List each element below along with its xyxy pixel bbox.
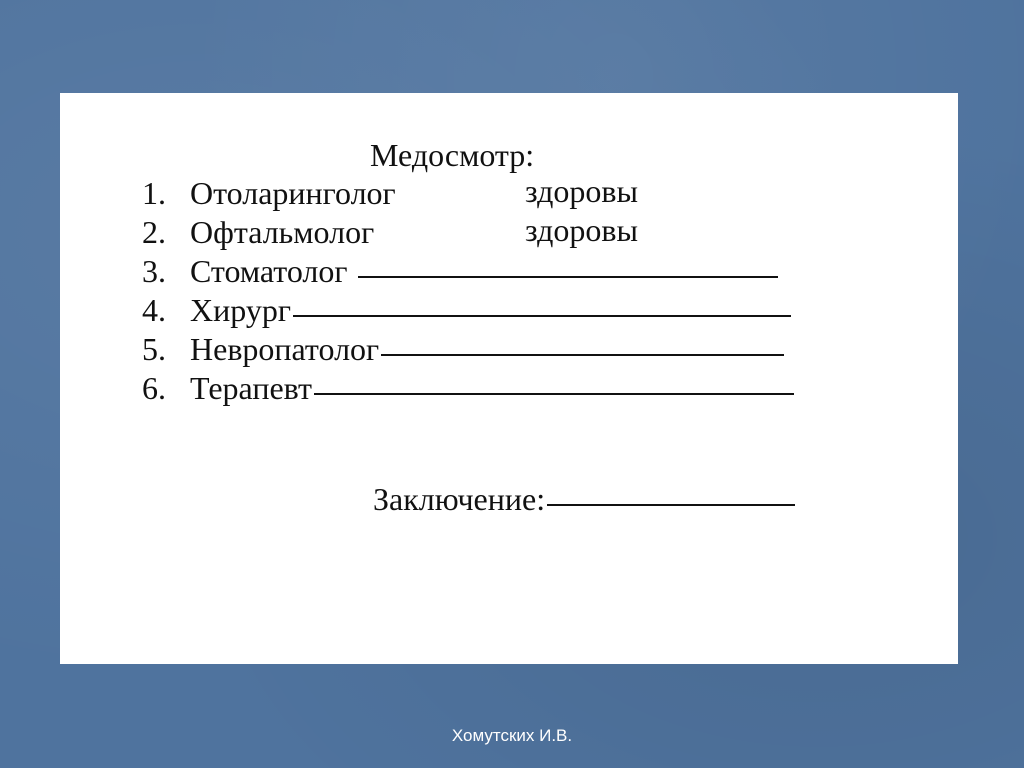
item-number: 2.	[142, 214, 166, 250]
item-result: здоровы	[525, 212, 638, 248]
list-item-ophthalmologist	[142, 214, 374, 251]
list-item-surgeon	[142, 292, 791, 329]
document-sheet	[60, 93, 958, 664]
item-result: здоровы	[525, 173, 638, 209]
conclusion-label: Заключение:	[373, 481, 546, 517]
item-label: Отоларинголог	[190, 175, 396, 211]
item-label: Офтальмолог	[190, 214, 375, 250]
list-item-otolaryngologist	[142, 175, 396, 212]
blank-line	[547, 504, 795, 506]
item-number: 6.	[142, 370, 166, 406]
item-label: Стоматолог	[190, 253, 348, 289]
blank-line	[314, 393, 794, 395]
item-number: 5.	[142, 331, 166, 367]
list-item-neurologist	[142, 331, 784, 368]
document-title: Медосмотр:	[370, 137, 535, 173]
item-number: 3.	[142, 253, 166, 289]
footer-author: Хомутских И.В.	[451, 726, 573, 745]
item-label: Невропатолог	[190, 331, 380, 367]
conclusion	[373, 481, 795, 518]
item-number: 4.	[142, 292, 166, 328]
blank-line	[293, 315, 791, 317]
item-number: 1.	[142, 175, 166, 211]
list-item-dentist	[142, 253, 778, 290]
item-label: Хирург	[190, 292, 291, 328]
item-label: Терапевт	[190, 370, 312, 406]
blank-line	[381, 354, 784, 356]
blank-line	[358, 276, 778, 278]
list-item-therapist	[142, 370, 794, 407]
